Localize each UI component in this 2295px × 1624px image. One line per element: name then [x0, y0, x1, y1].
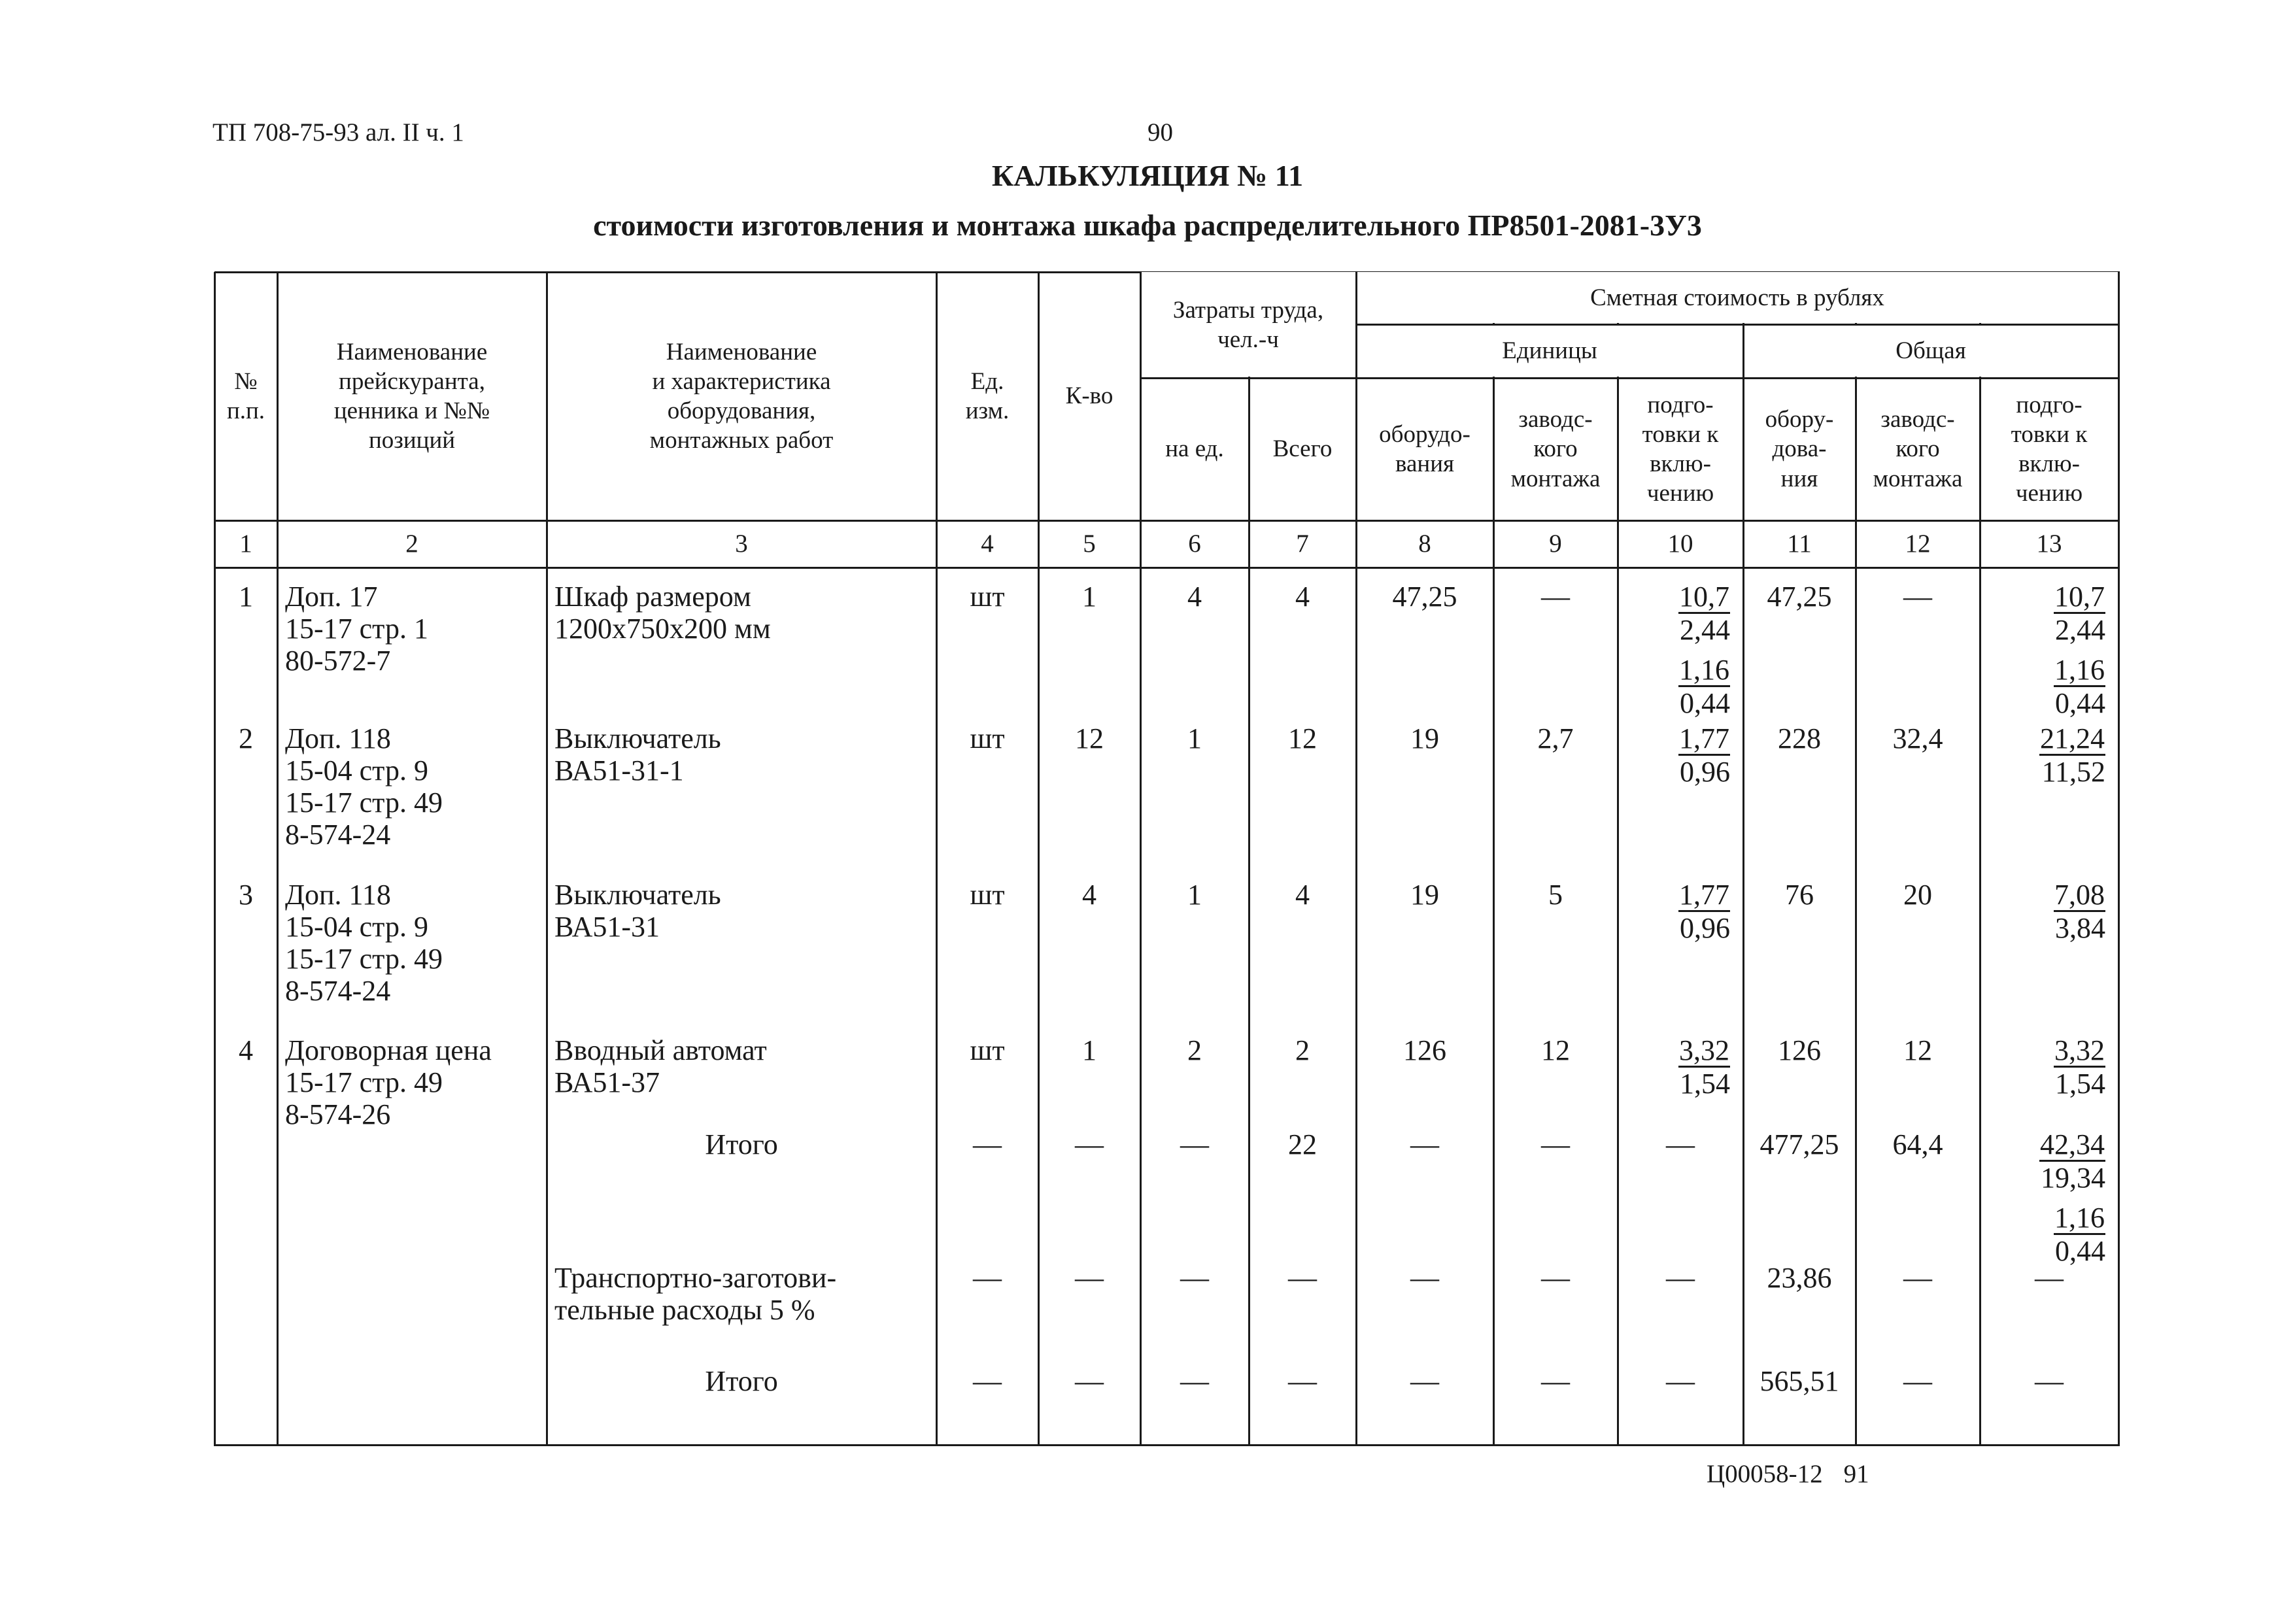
header-preparation-total-line: чению [2015, 480, 2083, 507]
preparation-total-value [1980, 654, 2105, 719]
factory-mount-value: — [1541, 581, 1570, 613]
header-factory-mount-line: заводс- [1518, 406, 1593, 433]
equipment-cost-value: 47,25 [1392, 581, 1457, 613]
header-equip-cost-line: вания [1395, 450, 1455, 477]
summary-prep-total-value-fraction [2054, 1202, 2105, 1267]
footer-page: 91 [1843, 1460, 1869, 1488]
header-equip-cost-total-line: дова- [1772, 435, 1827, 463]
labor-per-unit-value: 2 [1187, 1034, 1202, 1066]
preparation-value-fraction [1678, 879, 1730, 944]
header-cost [1356, 272, 2118, 324]
summary-unit-value: — [973, 1128, 1002, 1160]
pricelist-reference: 15-04 стр. 9 [285, 911, 428, 943]
document-code: ТП 708-75-93 ал. II ч. 1 [212, 118, 464, 146]
header-preparation-line: чению [1646, 480, 1714, 507]
preparation-value-numerator: 1,77 [1679, 879, 1729, 911]
header-qty-line: К-во [1065, 382, 1114, 410]
summary-factory-total-value: — [1903, 1262, 1932, 1294]
summary-qty-value: — [1075, 1128, 1104, 1160]
preparation-total-value-numerator: 3,32 [2054, 1034, 2105, 1066]
equipment-name: ВА51-37 [554, 1066, 660, 1098]
factory-mount-total-value: 32,4 [1892, 722, 1943, 754]
equipment-cost-value: 19 [1410, 722, 1439, 754]
preparation-total-value-numerator: 1,16 [2054, 654, 2105, 686]
summary-factory-value: — [1541, 1128, 1570, 1160]
row-number: 4 [239, 1034, 253, 1066]
preparation-value [1618, 879, 1730, 944]
header-factory-mount-total-line: кого [1896, 435, 1940, 463]
header-equipment-line: монтажных работ [649, 427, 834, 454]
unit-value: шт [970, 879, 1005, 911]
summary-labor-total-value: 22 [1288, 1128, 1317, 1160]
labor-per-unit-value: 4 [1187, 581, 1202, 613]
column-number: 9 [1549, 530, 1562, 558]
summary-equip-total-value: 23,86 [1767, 1262, 1832, 1294]
preparation-total-value-fraction [2054, 654, 2105, 719]
header-pricelist-text [334, 337, 490, 456]
pricelist-reference: Договорная цена [285, 1034, 492, 1066]
header-equip-cost-total [1743, 378, 1856, 520]
pricelist-reference: 15-17 стр. 49 [285, 943, 443, 975]
equipment-name: ВА51-31-1 [554, 754, 684, 787]
grid-line [214, 1444, 2120, 1446]
labor-total-value: 12 [1288, 722, 1317, 754]
header-preparation-text [1642, 390, 1719, 509]
preparation-total-value-numerator: 21,24 [2040, 722, 2105, 754]
column-number: 4 [981, 530, 994, 558]
equipment-cost-value: 19 [1410, 879, 1439, 911]
summary-labor-unit-value: — [1180, 1262, 1209, 1294]
header-labor-line: Затраты труда, [1172, 296, 1324, 324]
header-equipment-text [650, 337, 834, 456]
header-factory-mount-total-text [1873, 405, 1963, 493]
summary-prep-total-value-denominator: 0,44 [2055, 1235, 2105, 1267]
factory-mount-total-value: — [1903, 581, 1932, 613]
header-equip-cost-line: оборудо- [1379, 420, 1470, 448]
header-labor-unit [1140, 378, 1249, 520]
labor-total-value: 2 [1295, 1034, 1310, 1066]
summary-factory-total-value: 64,4 [1892, 1128, 1943, 1160]
pricelist-reference: 8-574-24 [285, 819, 391, 851]
equipment-cost-value: 126 [1403, 1034, 1446, 1066]
unit-value: шт [970, 722, 1005, 754]
preparation-value [1618, 654, 1730, 719]
row-number: 3 [239, 879, 253, 911]
header-cost-unit [1356, 324, 1743, 378]
factory-mount-value: 5 [1548, 879, 1563, 911]
equipment-name: ВА51-31 [554, 911, 660, 943]
column-number: 5 [1083, 530, 1096, 558]
column-number: 3 [735, 530, 748, 558]
header-labor-unit-line: на ед. [1165, 435, 1224, 463]
summary-prep-value: — [1666, 1262, 1695, 1294]
row-number: 1 [239, 581, 253, 613]
header-unit-text [966, 367, 1010, 426]
summary-equip-total-value: 477,25 [1760, 1128, 1839, 1160]
header-pricelist-line: прейскуранта, [339, 367, 485, 395]
equipment-cost-total-value: 76 [1785, 879, 1814, 911]
labor-per-unit-value: 1 [1187, 879, 1202, 911]
summary-labor-unit-value: — [1180, 1365, 1209, 1397]
header-equip-cost [1356, 378, 1493, 520]
equipment-cost-total-value: 47,25 [1767, 581, 1832, 613]
summary-labor-unit-value: — [1180, 1128, 1209, 1160]
labor-per-unit-value: 1 [1187, 722, 1202, 754]
header-cost-total-line: Общая [1896, 337, 1966, 365]
header-labor [1140, 272, 1356, 378]
preparation-value-numerator: 3,32 [1679, 1034, 1729, 1066]
unit-value: шт [970, 581, 1005, 613]
header-pricelist-line: позиций [368, 427, 456, 454]
preparation-value-fraction [1678, 722, 1730, 788]
equipment-name: Шкаф размером [554, 581, 751, 613]
header-labor-total-line: Всего [1272, 435, 1333, 463]
header-preparation-line: товки к [1642, 420, 1719, 448]
page-number: 90 [1148, 118, 1173, 146]
summary-prep-total-value [1980, 1128, 2105, 1194]
header-factory-mount-line: кого [1533, 435, 1578, 463]
summary-prep-total-value: — [2035, 1262, 2064, 1294]
column-number: 12 [1905, 530, 1931, 558]
summary-factory-value: — [1541, 1262, 1570, 1294]
pricelist-reference: 15-04 стр. 9 [285, 754, 428, 787]
header-preparation-total-text [2011, 390, 2088, 509]
summary-qty-value: — [1075, 1262, 1104, 1294]
summary-factory-total-value: — [1903, 1365, 1932, 1397]
column-number: 11 [1787, 530, 1812, 558]
preparation-total-value [1980, 879, 2105, 944]
preparation-value-fraction [1678, 581, 1730, 646]
preparation-value-denominator: 0,44 [1680, 687, 1730, 719]
summary-labor-total-value: — [1288, 1365, 1317, 1397]
pricelist-reference: 15-17 стр. 1 [285, 613, 428, 645]
row-number: 2 [239, 722, 253, 754]
preparation-total-value-fraction [2039, 722, 2105, 788]
preparation-value-denominator: 0,96 [1680, 912, 1730, 944]
summary-equip-value: — [1410, 1128, 1439, 1160]
header-pricelist-line: Наименование [336, 338, 488, 365]
column-number: 8 [1418, 530, 1431, 558]
header-equipment [547, 272, 936, 520]
unit-value: шт [970, 1034, 1005, 1066]
pricelist-reference: Доп. 118 [285, 722, 391, 754]
summary-equip-value: — [1410, 1262, 1439, 1294]
summary-prep-total-value-denominator: 19,34 [2041, 1162, 2105, 1194]
column-number: 1 [239, 530, 252, 558]
header-preparation-line: вклю- [1650, 450, 1711, 477]
preparation-total-value-denominator: 2,44 [2055, 614, 2105, 646]
pricelist-reference: 8-574-24 [285, 975, 391, 1007]
header-factory-mount [1493, 378, 1618, 520]
factory-mount-total-value: 20 [1903, 879, 1932, 911]
equipment-name: Выключатель [554, 722, 721, 754]
header-labor-total [1249, 378, 1356, 520]
header-cost-line: Сметная стоимость в рублях [1590, 284, 1884, 312]
factory-mount-total-value: 12 [1903, 1034, 1932, 1066]
summary-label: тельные расходы 5 % [554, 1294, 815, 1326]
quantity-value: 1 [1082, 1034, 1096, 1066]
header-equip-cost-total-line: ния [1780, 465, 1818, 492]
footer [1707, 1459, 1869, 1489]
header-preparation-total-line: подго- [2016, 391, 2082, 418]
preparation-value [1618, 722, 1730, 788]
preparation-value-fraction [1678, 1034, 1730, 1100]
header-labor-total-text [1273, 434, 1333, 464]
header-cost-text [1590, 283, 1884, 313]
preparation-value [1618, 1034, 1730, 1100]
preparation-total-value-fraction [2054, 581, 2105, 646]
summary-factory-value: — [1541, 1365, 1570, 1397]
preparation-value-fraction [1678, 654, 1730, 719]
header-no [214, 272, 277, 520]
column-number: 7 [1296, 530, 1309, 558]
preparation-total-value-fraction [2054, 1034, 2105, 1100]
header-factory-mount-line: монтажа [1510, 465, 1601, 492]
header-cost-unit-line: Единицы [1502, 337, 1597, 365]
summary-prep-value: — [1666, 1128, 1695, 1160]
preparation-value-numerator: 10,7 [1679, 581, 1729, 613]
preparation-value [1618, 581, 1730, 646]
preparation-value-numerator: 1,77 [1679, 722, 1729, 754]
summary-label: Транспортно-заготови- [554, 1262, 837, 1294]
header-labor-line: чел.-ч [1217, 326, 1279, 353]
header-factory-mount-total-line: заводс- [1880, 406, 1955, 433]
calculation-title: КАЛЬКУЛЯЦИЯ № 11 [991, 159, 1304, 192]
footer-code: Ц00058-12 [1707, 1460, 1823, 1488]
pricelist-reference: Доп. 17 [285, 581, 378, 613]
header-qty-text [1066, 381, 1114, 411]
header-unit [936, 272, 1038, 520]
summary-prep-total-value: — [2035, 1365, 2064, 1397]
summary-prep-value: — [1666, 1365, 1695, 1397]
pricelist-reference: 15-17 стр. 49 [285, 1066, 443, 1098]
header-preparation [1618, 378, 1743, 520]
header-pricelist-line: ценника и №№ [333, 398, 490, 424]
pricelist-reference: 15-17 стр. 49 [285, 787, 443, 819]
header-labor-unit-text [1165, 434, 1223, 464]
preparation-value-denominator: 2,44 [1680, 614, 1730, 646]
pricelist-reference: Доп. 118 [285, 879, 391, 911]
column-number: 2 [405, 530, 418, 558]
factory-mount-value: 12 [1541, 1034, 1570, 1066]
preparation-total-value-denominator: 1,54 [2055, 1068, 2105, 1100]
preparation-total-value-numerator: 10,7 [2054, 581, 2105, 613]
preparation-total-value-denominator: 11,52 [2041, 756, 2105, 788]
equipment-name: Выключатель [554, 879, 721, 911]
summary-prep-total-value-numerator: 42,34 [2040, 1128, 2105, 1160]
labor-total-value: 4 [1295, 879, 1310, 911]
quantity-value: 1 [1082, 581, 1096, 613]
preparation-total-value-denominator: 3,84 [2055, 912, 2105, 944]
column-number: 6 [1188, 530, 1201, 558]
header-preparation-total-line: товки к [2011, 420, 2088, 448]
summary-equip-total-value: 565,51 [1760, 1365, 1839, 1397]
header-preparation-total-line: вклю- [2018, 450, 2080, 477]
header-factory-mount-text [1511, 405, 1601, 493]
quantity-value: 4 [1082, 879, 1096, 911]
header-factory-mount-total-line: монтажа [1873, 465, 1963, 492]
pricelist-reference: 80-572-7 [285, 645, 391, 677]
header-cost-total [1743, 324, 2118, 378]
header-no-line: № [234, 367, 258, 395]
calculation-table [214, 272, 2118, 1445]
header-preparation-line: подго- [1647, 391, 1714, 418]
summary-labor-total-value: — [1288, 1262, 1317, 1294]
equipment-cost-total-value: 126 [1778, 1034, 1821, 1066]
header-labor-text [1173, 296, 1323, 354]
preparation-total-value-fraction [2054, 879, 2105, 944]
summary-prep-total-value-numerator: 1,16 [2054, 1202, 2105, 1234]
header-equip-cost-text [1379, 420, 1470, 479]
summary-qty-value: — [1075, 1365, 1104, 1397]
preparation-value-denominator: 1,54 [1680, 1068, 1730, 1100]
pricelist-reference: 8-574-26 [285, 1098, 391, 1130]
header-equipment-line: Наименование [666, 338, 817, 365]
calculation-subtitle: стоимости изготовления и монтажа шкафа распределительного ПР8501-2081-3У3 [593, 209, 1702, 242]
summary-unit-value: — [973, 1262, 1002, 1294]
preparation-total-value-denominator: 0,44 [2055, 687, 2105, 719]
equipment-cost-total-value: 228 [1778, 722, 1821, 754]
header-factory-mount-total [1856, 378, 1980, 520]
summary-label: Итого [705, 1365, 778, 1397]
summary-unit-value: — [973, 1365, 1002, 1397]
preparation-value-denominator: 0,96 [1680, 756, 1730, 788]
header-preparation-total [1980, 378, 2118, 520]
header-pricelist [277, 272, 547, 520]
header-no-line: п.п. [226, 398, 265, 424]
summary-prep-total-value [1980, 1202, 2105, 1267]
preparation-total-value [1980, 1034, 2105, 1100]
header-equip-cost-total-text [1765, 405, 1834, 493]
summary-label: Итого [705, 1128, 778, 1160]
equipment-name: 1200x750x200 мм [554, 613, 771, 645]
preparation-total-value-numerator: 7,08 [2054, 879, 2105, 911]
header-equip-cost-total-line: обору- [1765, 406, 1834, 433]
header-cost-unit-text [1502, 336, 1597, 365]
header-no-text [227, 367, 265, 426]
factory-mount-value: 2,7 [1537, 722, 1574, 754]
preparation-total-value [1980, 581, 2105, 646]
header-unit-line: Ед. [970, 367, 1004, 395]
labor-total-value: 4 [1295, 581, 1310, 613]
header-unit-line: изм. [965, 398, 1010, 424]
column-number: 13 [2036, 530, 2062, 558]
preparation-total-value [1980, 722, 2105, 788]
summary-equip-value: — [1410, 1365, 1439, 1397]
header-qty [1038, 272, 1140, 520]
preparation-value-numerator: 1,16 [1679, 654, 1729, 686]
header-equipment-line: и характеристика [652, 367, 831, 395]
header-equipment-line: оборудования, [667, 398, 816, 424]
summary-prep-total-value-fraction [2039, 1128, 2105, 1194]
quantity-value: 12 [1075, 722, 1104, 754]
column-number: 10 [1667, 530, 1693, 558]
equipment-name: Вводный автомат [554, 1034, 767, 1066]
header-cost-total-text [1896, 336, 1965, 365]
